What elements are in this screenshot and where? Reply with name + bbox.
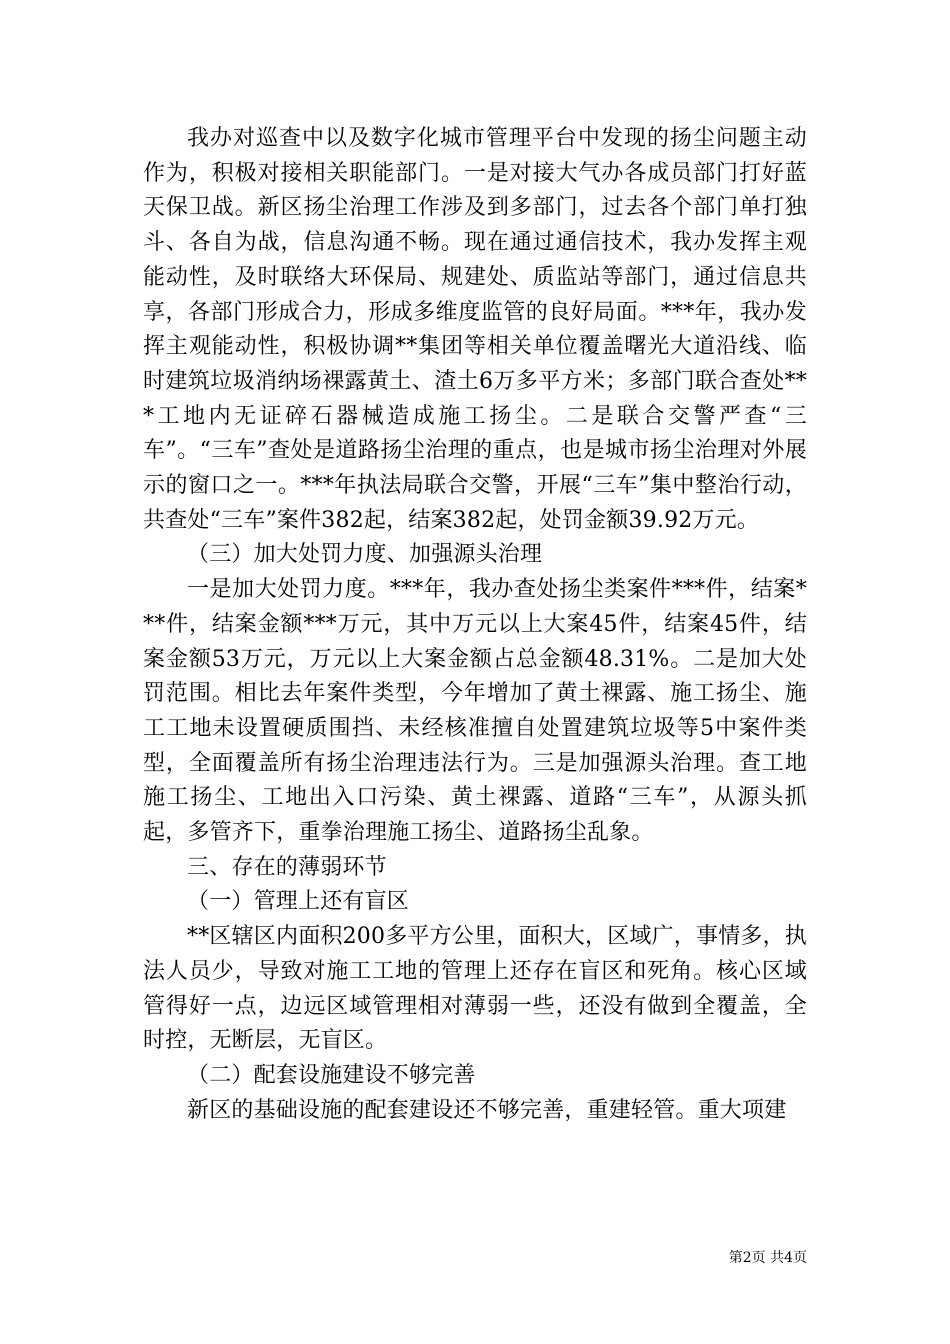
subsection-heading-facilities: （二）配套设施建设不够完善 (187, 1062, 476, 1088)
paragraph-blind-spots: **区辖区内面积200多平方公里，面积大，区域广，事情多，执法人员少，导致对施工工地的管理上还存在盲区和死角。核心区域管得好一点，边远区域管理相对薄弱一些，还没有做到全覆盖，全时控，无断层，无盲区。 (143, 924, 807, 1054)
page-number-footer: 第2页 共4页 (728, 1250, 807, 1266)
paragraph-dust-cooperation: 我办对巡查中以及数字化城市管理平台中发现的扬尘问题主动作为，积极对接相关职能部门。一是对接大气办各成员部门打好蓝天保卫战。新区扬尘治理工作涉及到多部门，过去各个部门单打独斗、各自为战，信息沟通不畅。现在通过通信技术，我办发挥主观能动性，及时联络大环保局、规建处、质监站等部门，通过信息共享，各部门形成合力，形成多维度监管的良好局面。***年，我办发挥主观能动性，积极协调**集团等相关单位覆盖曙光大道沿线、临时建筑垃圾消纳场裸露黄土、渣土6万多平方米；多部门联合查处***工地内无证碎石器械造成施工扬尘。二是联合交警严查“三车”。“三车”查处是道路扬尘治理的重点，也是城市扬尘治理对外展示的窗口之一。***年执法局联合交警，开展“三车”集中整治行动，共查处“三车”案件382起，结案382起，处罚金额39.92万元。 (143, 126, 807, 533)
paragraph-penalty-details: 一是加大处罚力度。***年，我办查处扬尘类案件***件，结案***件，结案金额***万元，其中万元以上大案45件，结案45件，结案金额53万元，万元以上大案金额占总金额48.31%。二是加大处罚范围。相比去年案件类型，今年增加了黄土裸露、施工扬尘、施工工地未设置硬质围挡、未经核准擅自处置建筑垃圾等5中案件类型，全面覆盖所有扬尘治理违法行为。三是加强源头治理。查工地施工扬尘、工地出入口污染、黄土裸露、道路“三车”，从源头抓起，多管齐下，重拳治理施工扬尘、道路扬尘乱象。 (143, 577, 807, 846)
section-heading-penalty: （三）加大处罚力度、加强源头治理 (187, 542, 543, 568)
subsection-heading-blind-spots: （一）管理上还有盲区 (187, 889, 410, 915)
section-heading-weak-links: 三、存在的薄弱环节 (187, 854, 387, 880)
document-body (143, 122, 807, 1128)
paragraph-facilities: 新区的基础设施的配套建设还不够完善，重建轻管。重大项建 (187, 1097, 787, 1123)
